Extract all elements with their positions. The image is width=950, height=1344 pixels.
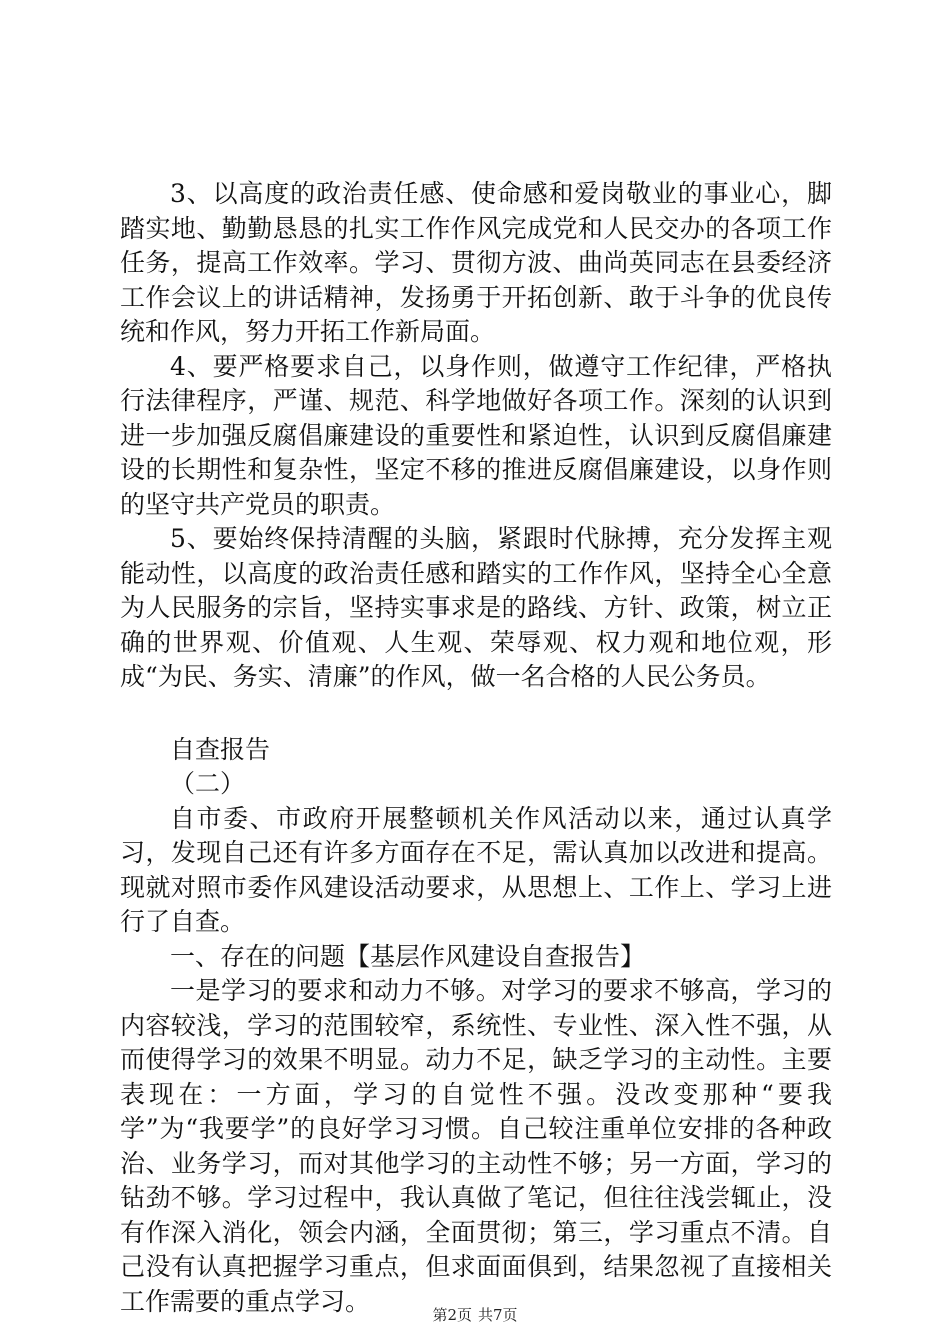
paragraph-item-4: 4、要严格要求自己，以身作则，做遵守工作纪律，严格执行法律程序，严谨、规范、科学地做好各项工作。深刻的认识到进一步加强反腐倡廉建设的重要性和紧迫性，认识到反腐倡廉建设的长期性和复杂性，坚定不移的推进反腐倡廉建设，以身作则的坚守共产党员的职责。 [120,351,832,519]
document-body [120,177,832,1319]
section-spacer [120,695,832,733]
section-subtitle: （二） [170,769,246,798]
page-number: 第2页 [432,1306,472,1324]
paragraph-item-3: 3、以高度的政治责任感、使命感和爱岗敬业的事业心，脚踏实地、勤勤恳恳的扎实工作作风完成党和人民交办的各项工作任务，提高工作效率。学习、贯彻方波、曲尚英同志在县委经济工作会议上的讲话精神，发扬勇于开拓创新、敢于斗争的优良传统和作风，努力开拓工作新局面。 [120,179,832,346]
problem-paragraph: 一是学习的要求和动力不够。对学习的要求不够高，学习的内容较浅，学习的范围较窄，系统性、专业性、深入性不强，从而使得学习的效果不明显。动力不足，缺乏学习的主动性。主要表现在：一方面，学习的自觉性不强。没改变那种“要我学”为“我要学”的良好学习习惯。自己较注重单位安排的各种政治、业务学习，而对其他学习的主动性不够；另一方面，学习的钻劲不够。学习过程中，我认真做了笔记，但往往浅尝辄止，没有作深入消化，领会内涵，全面贯彻；第三，学习重点不清。自己没有认真把握学习重点，但求面面俱到，结果忽视了直接相关工作需要的重点学习。 [120,976,832,1316]
section-title: 自查报告 [170,734,271,764]
page-footer [0,1306,950,1324]
problems-heading: 一、存在的问题【基层作风建设自查报告】 [170,941,646,971]
page-total: 共7页 [478,1306,518,1324]
intro-paragraph: 自市委、市政府开展整顿机关作风活动以来，通过认真学习，发现自己还有许多方面存在不足，需认真加以改进和提高。现就对照市委作风建设活动要求，从思想上、工作上、学习上进行了自查。 [120,803,832,936]
paragraph-item-5: 5、要始终保持清醒的头脑，紧跟时代脉搏，充分发挥主观能动性，以高度的政治责任感和踏实的工作作风，坚持全心全意为人民服务的宗旨，坚持实事求是的路线、方针、政策，树立正确的世界观、价值观、人生观、荣辱观、权力观和地位观，形成“为民、务实、清廉”的作风，做一名合格的人民公务员。 [120,524,832,691]
